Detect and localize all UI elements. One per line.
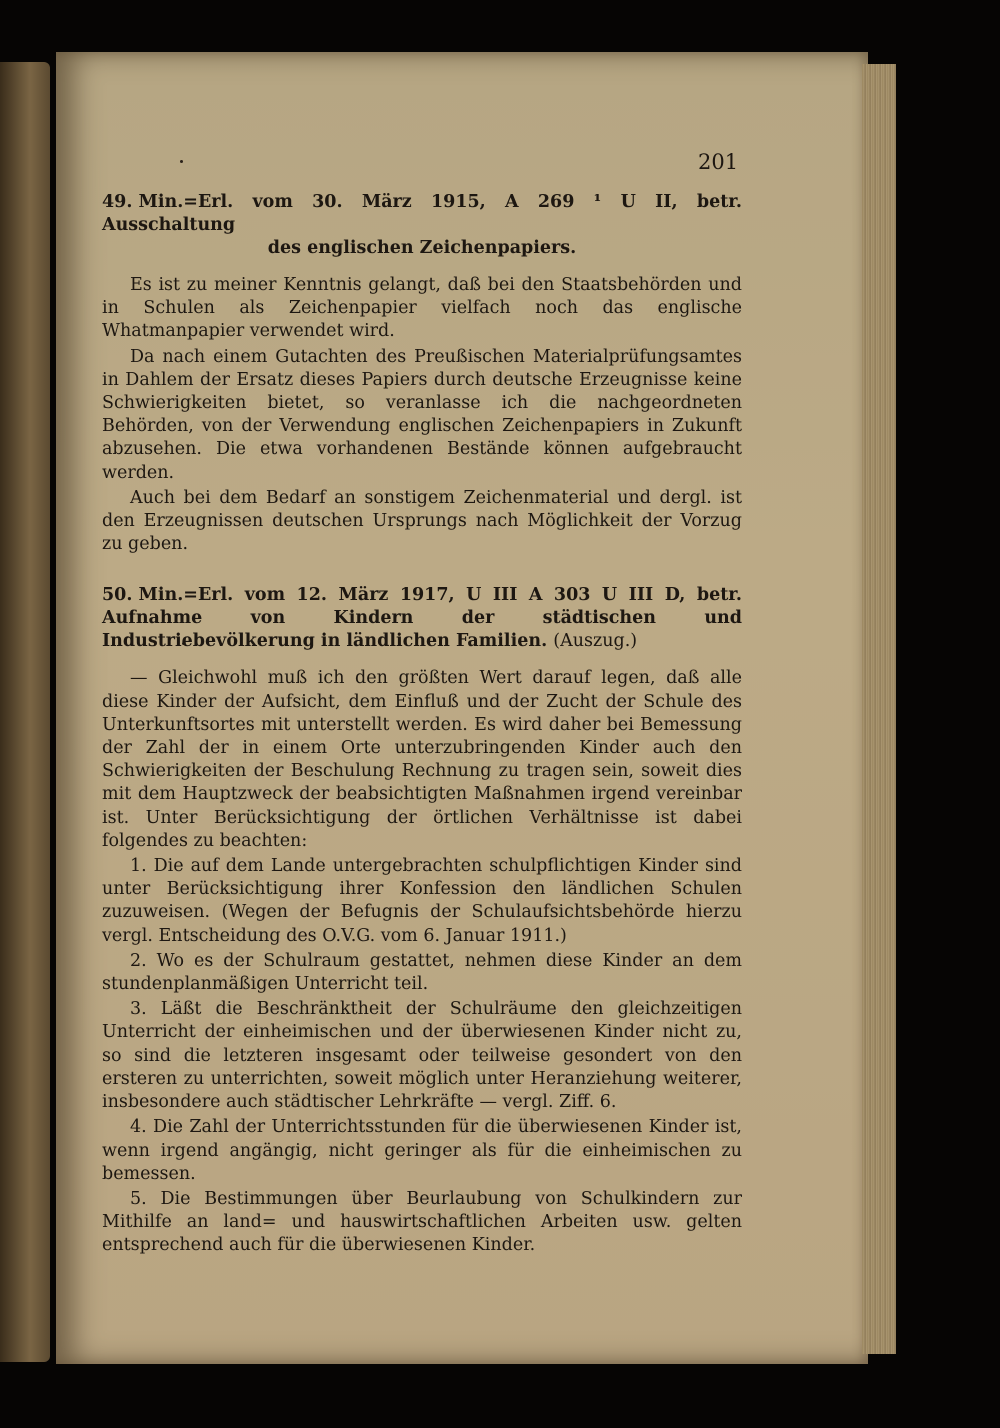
heading-line: des englischen Zeichenpapiers. xyxy=(267,238,577,258)
facing-page-edge xyxy=(0,62,50,1362)
page-number: 201 xyxy=(698,150,739,174)
page-text xyxy=(102,145,742,1260)
page-stack-edge xyxy=(862,64,896,1354)
paragraph: Es ist zu meiner Kenntnis gelangt, daß bei den Staatsbehörden und in Schulen als Zeichenpapier vielfach noch das englische Whatmanpapier verwendet wird. xyxy=(102,275,742,342)
heading-text: Min.=Erl. vom 12. März 1917, U III A 303 U III D, betr. Aufnahme von Kindern der städtischen und Industriebevölkerung in ländlichen Familien. xyxy=(102,585,742,652)
section-number: 49. xyxy=(102,192,133,212)
list-item: 4. Die Zahl der Unterrichtsstunden für die überwiesenen Kinder ist, wenn irgend angängig, nicht geringer als für die einheimischen zu bemessen. xyxy=(102,1117,742,1184)
section-heading xyxy=(102,584,742,653)
paragraph: Auch bei dem Bedarf an sonstigem Zeichenmaterial und dergl. ist den Erzeugnissen deutschen Ursprungs nach Möglichkeit der Vorzug zu geben. xyxy=(102,487,742,555)
section-heading xyxy=(102,191,742,260)
list-item: 2. Wo es der Schulraum gestattet, nehmen diese Kinder an dem stundenplanmäßigen Unterricht teil. xyxy=(102,950,742,995)
list-item: 5. Die Bestimmungen über Beurlaubung von Schulkindern zur Mithilfe an land= und hauswirtschaftlichen Arbeiten usw. gelten entsprechend auch für die überwiesenen Kinder. xyxy=(102,1188,742,1256)
paragraph: — Gleichwohl muß ich den größten Wert darauf legen, daß alle diese Kinder der Aufsicht, dem Einfluß und der Zucht der Schule des Unterkunftsortes mit unterstellt werden. Es wird daher bei Bemessung der Zahl der in einem Orte unterzubringenden Kinder auch den Schwierigkeiten der Beschulung Rechnung zu tragen sein, soweit dies mit dem Hauptzweck der beabsichtigten Maßnahmen irgend vereinbar ist. Unter Berücksichtigung der örtlichen Verhältnisse ist dabei folgendes zu beachten: xyxy=(102,668,742,851)
paragraph: Da nach einem Gutachten des Preußischen Materialprüfungsamtes in Dahlem der Ersatz dieses Papiers durch deutsche Erzeugnisse keine Schwierigkeiten bietet, so veranlasse ich die nachgeordneten Behörden, von der Verwendung englischen Zeichenpapiers in Zukunft abzusehen. Die etwa vorhandenen Bestände können aufgebraucht werden. xyxy=(102,346,742,483)
section-50 xyxy=(102,584,742,1257)
section-49 xyxy=(102,191,742,556)
list-item: 3. Läßt die Beschränktheit der Schulräume den gleichzeitigen Unterricht der einheimischen und der überwiesenen Kinder nicht zu, so sind die letzteren insgesamt oder teilweise gesondert von den ersteren zu unterrichten, soweit möglich unter Heranziehung weiterer, insbesondere auch städtischer Lehrkräfte — vergl. Ziff. 6. xyxy=(102,999,742,1113)
heading-suffix: (Auszug.) xyxy=(553,631,638,652)
list-item: 1. Die auf dem Lande untergebrachten schulpflichtigen Kinder sind unter Berücksichtigung ihrer Konfession den ländlichen Schulen zuzuweisen. (Wegen der Befugnis der Schulaufsichtsbehörde hierzu vergl. Entscheidung des O.V.G. vom 6. Januar 1911.) xyxy=(102,856,742,946)
heading-line: Min.=Erl. vom 30. März 1915, A 269 ¹ U II, betr. Ausschaltung xyxy=(102,192,742,235)
section-number: 50. xyxy=(102,585,133,606)
